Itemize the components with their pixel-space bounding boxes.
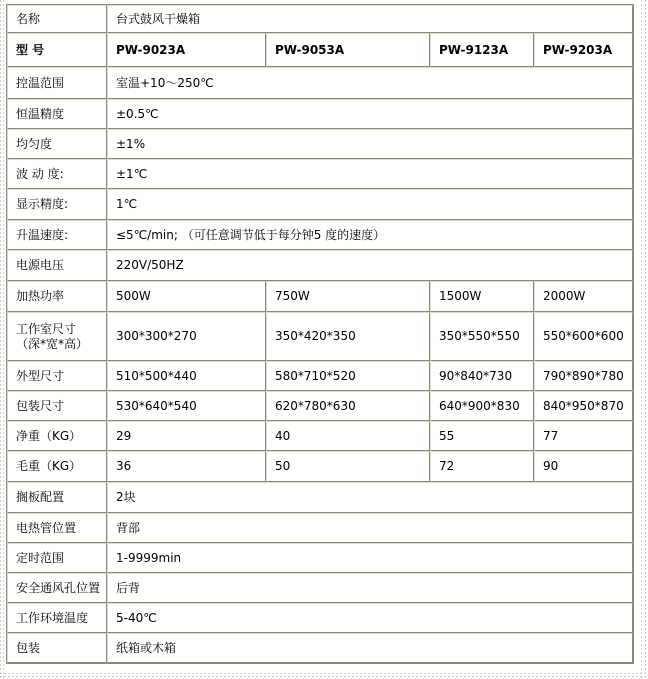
spec-value-cell: 550*600*600 [534, 312, 633, 361]
spec-label-cell [7, 633, 107, 663]
table-row [7, 513, 633, 543]
spec-label-cell [7, 129, 107, 159]
spec-label-text: 电热管位置 [16, 520, 77, 535]
spec-value-cell: 1500W [430, 281, 534, 312]
spec-value-cell: ±0.5℃ [107, 99, 633, 129]
spec-label-cell [7, 67, 107, 99]
spec-label-text: 包装尺寸 [16, 398, 65, 413]
spec-label-text: 型 号 [16, 42, 45, 57]
spec-value-cell: 5-40℃ [107, 603, 633, 633]
spec-label-cell [7, 391, 107, 421]
spec-value-cell: 2块 [107, 482, 633, 513]
table-row [7, 603, 633, 633]
page-edge-dashed-right [640, 0, 648, 679]
spec-label-text-line2: （深*宽*高） [16, 336, 89, 351]
spec-value-cell: 530*640*540 [107, 391, 266, 421]
spec-label-cell [7, 5, 107, 33]
spec-label-cell [7, 159, 107, 189]
spec-value-cell: ≤5℃/min; （可任意调节低于每分钟5 度的速度） [107, 220, 633, 250]
spec-label-cell [7, 361, 107, 391]
table-row [7, 312, 633, 361]
spec-value-cell: 29 [107, 421, 266, 451]
spec-label-text: 搁板配置 [16, 490, 65, 504]
table-row [7, 250, 633, 281]
spec-label-text: 净重（KG） [16, 428, 82, 443]
spec-value-cell: 580*710*520 [266, 361, 430, 391]
table-row [7, 33, 633, 67]
spec-label-text: 电源电压 [16, 258, 65, 272]
spec-label-cell [7, 220, 107, 250]
table-row [7, 67, 633, 99]
spec-value-cell: 55 [430, 421, 534, 451]
spec-value-cell: 510*500*440 [107, 361, 266, 391]
spec-value-cell: 640*900*830 [430, 391, 534, 421]
spec-value-cell: 90*840*730 [430, 361, 534, 391]
spec-value-cell: 840*950*870 [534, 391, 633, 421]
spec-label-cell [7, 603, 107, 633]
spec-label-text: 升温速度: [16, 227, 69, 242]
spec-value-cell: 背部 [107, 513, 633, 543]
spec-value-cell: PW-9123A [430, 33, 534, 67]
spec-value-cell: PW-9053A [266, 33, 430, 67]
spec-value-cell: 750W [266, 281, 430, 312]
spec-value-cell: 620*780*630 [266, 391, 430, 421]
spec-label-text: 波 动 度: [16, 166, 64, 181]
spec-value-cell: 36 [107, 451, 266, 482]
spec-label-text: 外型尺寸 [16, 368, 65, 383]
spec-value-cell: 500W [107, 281, 266, 312]
table-row [7, 129, 633, 159]
spec-label-cell [7, 189, 107, 220]
spec-value-cell: 72 [430, 451, 534, 482]
spec-label-text: 均匀度 [16, 136, 53, 151]
spec-value-cell: 220V/50HZ [107, 250, 633, 281]
spec-label-cell [7, 451, 107, 482]
spec-label-cell [7, 513, 107, 543]
spec-value-cell: 50 [266, 451, 430, 482]
spec-value-cell: 纸箱或木箱 [107, 633, 633, 663]
table-row [7, 99, 633, 129]
table-row [7, 391, 633, 421]
spec-value-cell: 1-9999min [107, 543, 633, 573]
table-row [7, 281, 633, 312]
table-row [7, 220, 633, 250]
spec-value-cell: 后背 [107, 573, 633, 603]
table-row [7, 159, 633, 189]
spec-value-cell: 1℃ [107, 189, 633, 220]
spec-value-cell: 90 [534, 451, 633, 482]
spec-label-text: 毛重（KG） [16, 459, 82, 473]
spec-value-cell: 40 [266, 421, 430, 451]
spec-label-cell [7, 99, 107, 129]
table-row [7, 573, 633, 603]
table-row [7, 189, 633, 220]
spec-label-text: 安全通风孔位置 [16, 580, 101, 595]
spec-label-cell [7, 33, 107, 67]
spec-value-cell: 790*890*780 [534, 361, 633, 391]
table-row [7, 5, 633, 33]
spec-value-cell: 77 [534, 421, 633, 451]
spec-label-text: 名称 [16, 11, 41, 26]
product-spec-table [6, 4, 634, 664]
spec-label-text: 显示精度: [16, 197, 69, 211]
table-row [7, 361, 633, 391]
spec-label-cell [7, 482, 107, 513]
spec-label-cell [7, 312, 107, 361]
spec-label-cell [7, 421, 107, 451]
spec-label-text: 控温范围 [16, 75, 65, 90]
spec-label-cell [7, 573, 107, 603]
table-row [7, 482, 633, 513]
table-row [7, 421, 633, 451]
spec-label-cell [7, 543, 107, 573]
spec-value-cell: 台式鼓风干燥箱 [107, 5, 633, 33]
spec-table-body [7, 5, 633, 663]
spec-value-cell: PW-9023A [107, 33, 266, 67]
spec-value-cell: 300*300*270 [107, 312, 266, 361]
spec-label-cell [7, 281, 107, 312]
spec-label-text: 工作环境温度 [16, 610, 89, 625]
spec-value-cell: ±1℃ [107, 159, 633, 189]
spec-value-cell: 350*420*350 [266, 312, 430, 361]
table-row [7, 633, 633, 663]
spec-value-cell: PW-9203A [534, 33, 633, 67]
table-row [7, 543, 633, 573]
spec-label-text: 加热功率 [16, 289, 65, 303]
spec-value-cell: 室温+10～250℃ [107, 67, 633, 99]
spec-value-cell: 350*550*550 [430, 312, 534, 361]
spec-value-cell: 2000W [534, 281, 633, 312]
spec-label-text: 恒温精度 [16, 106, 65, 121]
spec-value-cell: ±1% [107, 129, 633, 159]
page-edge-dashed-left [0, 0, 5, 679]
spec-label-text: 包装 [16, 640, 41, 655]
page-edge-dashed-bottom [0, 673, 648, 679]
table-row [7, 451, 633, 482]
spec-label-text: 工作室尺寸 [16, 321, 77, 336]
spec-label-cell [7, 250, 107, 281]
spec-label-text: 定时范围 [16, 550, 65, 565]
